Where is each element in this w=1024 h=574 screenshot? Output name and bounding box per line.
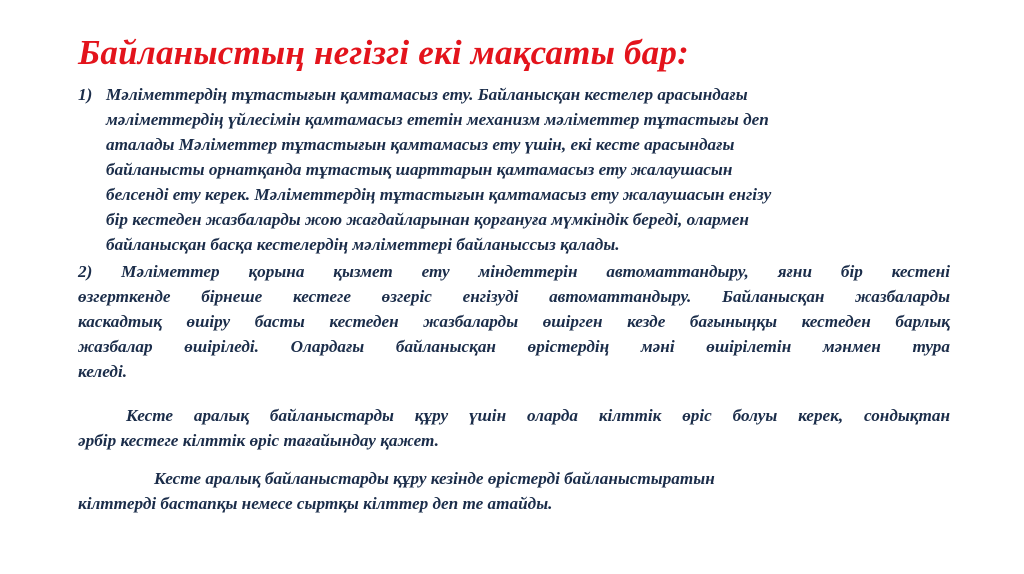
text-line: бір кестеден жазбаларды жою жағдайларынан қорғануға мүмкіндік береді, олармен — [106, 210, 749, 229]
text-line: мәліметтердің үйлесімін қамтамасыз ететін механизм мәліметтер тұтастығы деп — [106, 110, 769, 129]
text-line: аталады Мәліметтер тұтастығын қамтамасыз ету үшін, екі кесте арасындағы — [106, 135, 735, 154]
text-line: келеді. — [78, 362, 128, 381]
list-item-2 — [78, 259, 950, 384]
text-line: жазбалар өшіріледі. Олардағы байланысқан өрістердің мәні өшірілетін мәнмен тура — [78, 337, 950, 356]
text-line: Кесте аралық байланыстарды құру үшін оларда кілттік өріс болуы керек, сондықтан — [126, 406, 950, 425]
text-line: белсенді ету керек. Мәліметтердің тұтастығын қамтамасыз ету жалаушасын енгізу — [106, 185, 772, 204]
list-item-1 — [78, 82, 958, 257]
text-line: Мәліметтердің тұтастығын қамтамасыз ету. Байланысқан кестелер арасындағы — [106, 85, 748, 104]
paragraph-primary-foreign-keys — [78, 466, 950, 516]
text-line: байланысты орнатқанда тұтастық шарттарын қамтамасыз ету жалаушасын — [106, 160, 733, 179]
list-number: 1) — [78, 85, 93, 104]
text-line: Кесте аралық байланыстарды құру кезінде өрістерді байланыстыратын — [154, 469, 715, 488]
slide-title: Байланыстың негізгі екі мақсаты бар: — [78, 33, 689, 72]
text-line: кілттерді бастапқы немесе сыртқы кілттер деп те атайды. — [78, 494, 553, 513]
text-line: әрбір кестеге кілттік өріс тағайындау қажет. — [78, 431, 439, 450]
text-line: байланысқан басқа кестелердің мәліметтері байланыссыз қалады. — [106, 235, 620, 254]
text-line: өзгерткенде бірнеше кестеге өзгеріс енгізуді автоматтандыру. Байланысқан жазбаларды — [78, 287, 950, 306]
list-item-body — [106, 82, 958, 257]
paragraph-key-fields — [78, 403, 950, 453]
text-line: каскадтық өшіру басты кестеден жазбаларды өшірген кезде бағыныңқы кестеден барлық — [78, 312, 950, 331]
text-line: 2) Мәліметтер қорына қызмет ету міндеттерін автоматтандыру, яғни бір кестені — [78, 262, 950, 281]
